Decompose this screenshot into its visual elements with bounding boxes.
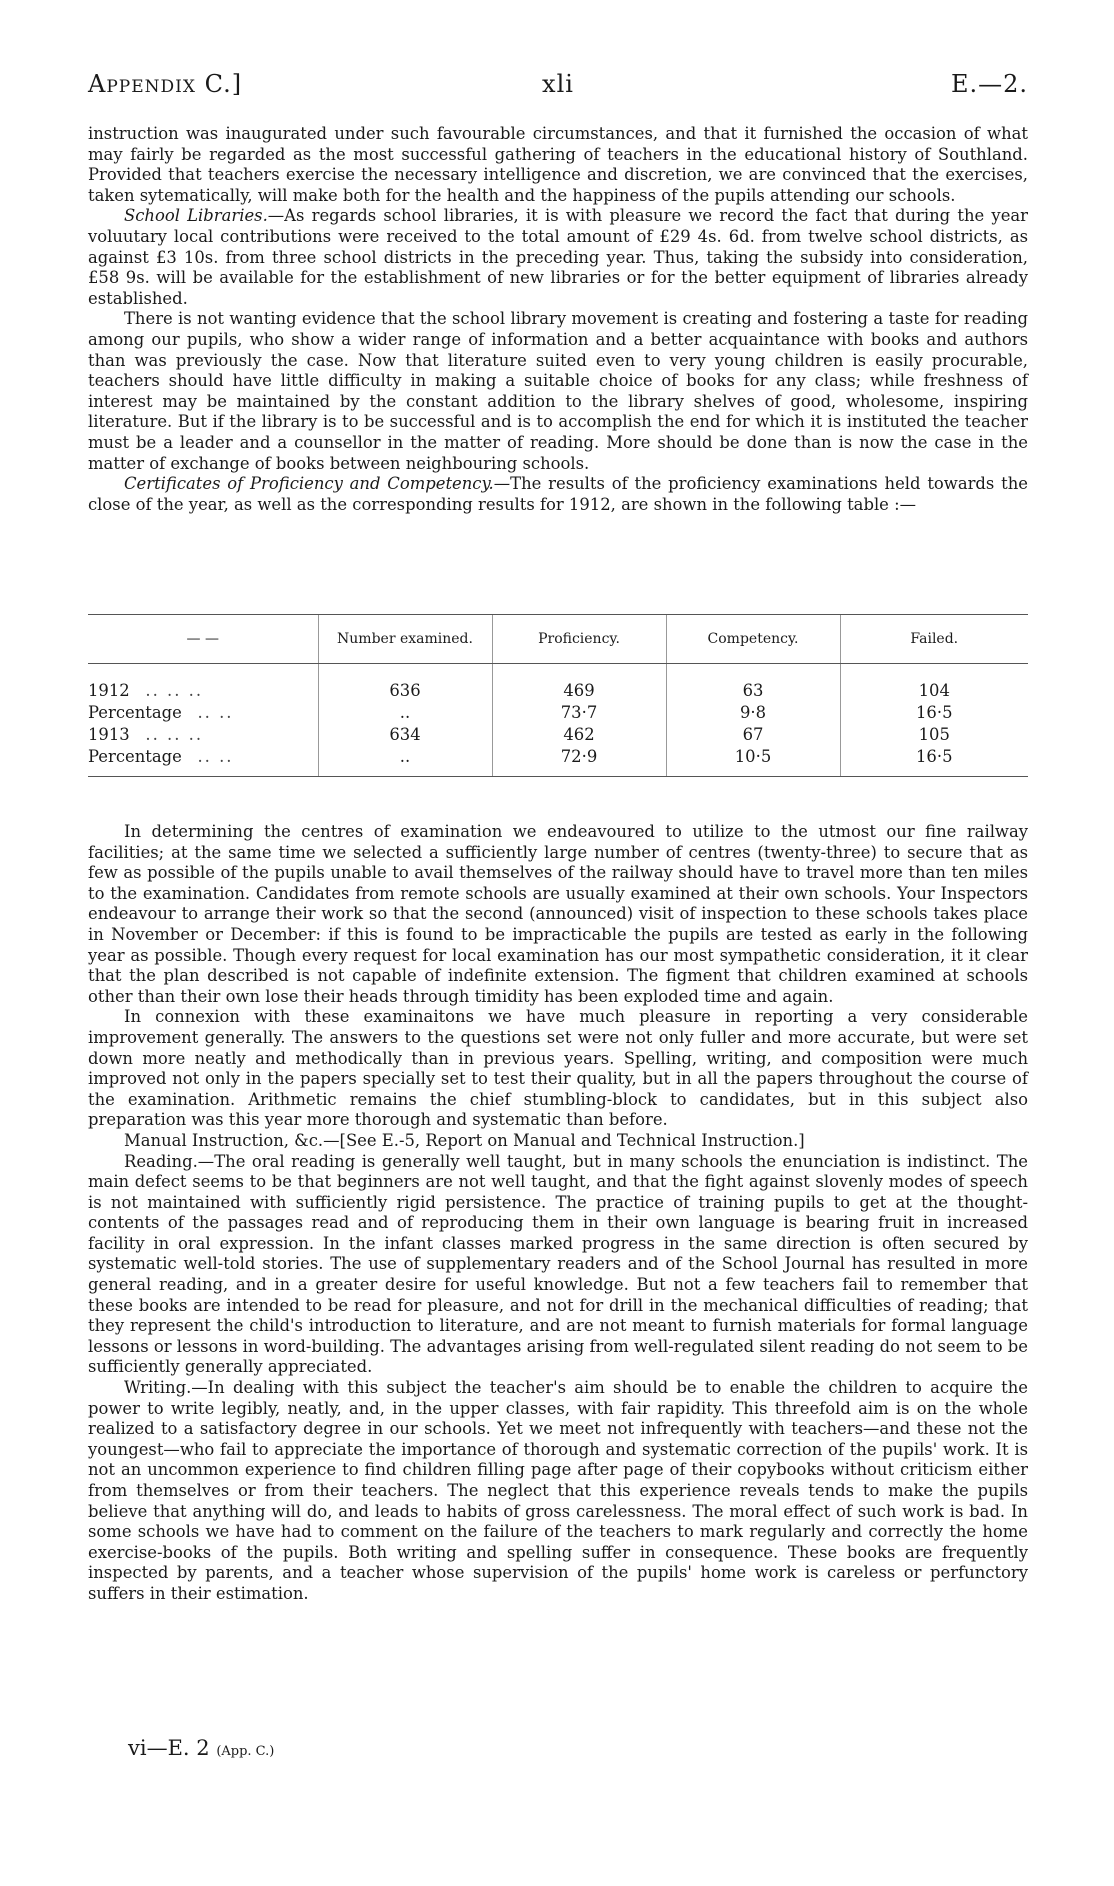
cell-failed: 105: [840, 724, 1028, 746]
heading-certificates: Certificates of Proficiency and Competency.—: [124, 474, 511, 494]
paragraph-text: The results of the proficiency examinations held towards the close of the year, as well as the corresponding results for 1912, are shown in the following table :—: [88, 474, 1028, 514]
paragraph: instruction was inaugurated under such favourable circumstances, and that it furnished the occasion of what may fairly be regarded as the most successful gathering of teachers in the educational history of Southland. Provided that teachers exercise the necessary intelligence and discretion, we are convinced that the exercises, taken sytematically, will make both for the health and the happiness of the pupils attending our schools.: [88, 124, 1028, 205]
heading-reading: Reading.—: [124, 1151, 215, 1171]
cell-competency: 63: [666, 680, 840, 702]
paragraph-text: The oral reading is generally well taught, but in many schools the enunciation is indistinct. The main defect seems to be that beginners are not well taught, and that the fight against slovenly modes of speech is not maintained with sufficiently rigid persistence. The practice of training pupils to get at the thought-contents of the passages read and of reproducing them in their own language is bearing fruit in increased facility in oral expression. In the infant classes marked progress in the same direction is often secured by systematic well-told stories. The use of supplementary readers and of the: [88, 1151, 1028, 1274]
cell-proficiency: 462: [492, 724, 666, 746]
paragraph-reading: [88, 1152, 1028, 1379]
column-header: Failed.: [840, 615, 1028, 664]
paragraph-text: has resulted in more general reading, and in a greater desire for useful knowledge. But not a few teachers fail to remember that these books are intended to be read for pleasure, and not for drill in the mechanical difficulties of reading; that they represent the child's introduction to literature, and are not meant to furnish materials for formal language lessons or lessons in word-building. The advantages arising from well-regulated silent reading do not seem to be sufficiently generally appreciated.: [88, 1254, 1028, 1377]
table-row: [88, 680, 1028, 702]
table-row: [88, 702, 1028, 724]
paragraph-text: As regards school libraries, it is with pleasure we record the fact that during the year voluutary local contributions were received to the total amount of £29 4s. 6d. from twelve school districts, as against £3 10s. from three school districts in the preceding year. Thus, taking the subsidy into consideration, £58 9s. will be available for the establishment of new libraries or for the better equipment of libraries already established.: [88, 206, 1028, 308]
column-header: Competency.: [666, 615, 840, 664]
header-reference: E.—2.: [950, 70, 1028, 98]
paragraph-manual: [88, 1131, 1028, 1152]
document-page: [88, 0, 1028, 1886]
heading-manual: Manual Instruction, &c.—: [124, 1130, 340, 1150]
table-header-row: [88, 615, 1028, 664]
cell-competency: 10·5: [666, 746, 840, 777]
footer-appendix: (App. C.): [216, 1744, 275, 1759]
cell-failed: 104: [840, 680, 1028, 702]
paragraph: In determining the centres of examination we endeavoured to utilize to the utmost our fine railway facilities; at the same time we selected a sufficiently large number of centres (twenty-three) to secure that as few as possible of the pupils unable to avail themselves of the railway should have to travel more than ten miles to the examination. Candidates from remote schools are usually examined at their own schools. Your Inspectors endeavour to arrange their work so that the second (announced) visit of inspection to these schools takes place in November or December: if this is found to be impracticable the pupils are tested as early in the following year as possible. Though every request for local examination has our most sympathetic consideration, it it clear that the plan described is not capable of indefinite extension. The figment that children examined at schools other than their own lose their heads through timidity has been exploded time and again.: [88, 822, 1028, 1006]
paragraph: There is not wanting evidence that the school library movement is creating and fostering a taste for reading among our pupils, who show a wider range of information and a better acquaintance with books and authors than was previously the case. Now that literature suited even to very young children is easily procurable, teachers should have little difficulty in making a suitable choice of books for any class; while freshness of interest may be maintained by the constant addition to the library shelves of good, wholesome, inspiring literature. But if the library is to be successful and is to accomplish the end for which it is instituted the teacher must be a leader and a counsellor in the matter of reading. More should be done than is now the case in the matter of exchange of books between neighbouring schools.: [88, 309, 1028, 473]
cell-examined: ..: [318, 702, 492, 724]
paragraph-certificates: [88, 474, 1028, 515]
cell-examined: 634: [318, 724, 492, 746]
cell-proficiency: 72·9: [492, 746, 666, 777]
cell-failed: 16·5: [840, 746, 1028, 777]
table-row: [88, 724, 1028, 746]
cell-examined: ..: [318, 746, 492, 777]
heading-writing: Writing.—: [124, 1378, 208, 1398]
row-label: 1913 .. .. ..: [88, 725, 204, 744]
table-row: [88, 746, 1028, 777]
header-page-number: xli: [542, 70, 574, 98]
paragraph-writing: [88, 1378, 1028, 1605]
cell-competency: 9·8: [666, 702, 840, 724]
row-label: 1912 .. .. ..: [88, 681, 204, 700]
body-text-bottom: [88, 822, 1028, 1605]
page-header: [88, 70, 1028, 104]
cell-failed: 16·5: [840, 702, 1028, 724]
row-label: Percentage .. ..: [88, 746, 318, 777]
body-text-top: [88, 124, 1028, 515]
signature-mark: vi—E. 2: [128, 1736, 210, 1760]
proficiency-table: [88, 614, 1028, 777]
paragraph-text: In dealing with this subject the teacher's aim should be to enable the children to acquire the power to write legibly, neatly, and, in the upper classes, with fair rapidity. This threefold aim is on the whole realized to a satisfactory degree in our schools. Yet we meet not infrequently with teachers—and these not the youngest—who fail to appreciate the importance of thorough and systematic correction of the pupils' work. It is not an uncommon experience to find children filling page after page of their copybooks without criticism either from themselves or from their teachers. The neglect that this experience reveals tends to make the pupils believe that anything will do, and leads to habits of gross carelessness. The moral effect of such work is bad. In some schools we have had to comment on the failure of the teachers to mark regularly and correctly the home exercise-books of the pupils. Both writing and spelling suffer in consequence. These books are frequently inspected by parents, and a teacher whose supervision of the pupils' home work is careless or perfunctory suffers in their estimation.: [88, 1378, 1028, 1603]
cell-proficiency: 73·7: [492, 702, 666, 724]
header-appendix: Appendix C.]: [88, 70, 243, 98]
row-label: Percentage .. ..: [88, 703, 234, 722]
heading-libraries: School Libraries.—: [124, 206, 285, 226]
column-header: Proficiency.: [492, 615, 666, 664]
column-header: Number examined.: [318, 615, 492, 664]
cell-proficiency: 469: [492, 680, 666, 702]
column-header: — —: [88, 615, 318, 664]
paragraph-text: [See E.-5, Report on Manual and Technical Instruction.]: [339, 1130, 805, 1150]
paragraph: In connexion with these examinaitons we have much pleasure in reporting a very considerable improvement generally. The answers to the questions set were not only fuller and more accurate, but were set down more neatly and methodically than in previous years. Spelling, writing, and composition were much improved not only in the papers specially set to test their quality, but in all the papers throughout the course of the examination. Arithmetic remains the chief stumbling-block to candidates, but in this subject also preparation was this year more thorough and systematic than before.: [88, 1007, 1028, 1130]
school-journal-title: School Journal: [721, 1254, 845, 1274]
cell-examined: 636: [318, 680, 492, 702]
cell-competency: 67: [666, 724, 840, 746]
page-footer: [128, 1736, 274, 1760]
paragraph-libraries: [88, 206, 1028, 309]
